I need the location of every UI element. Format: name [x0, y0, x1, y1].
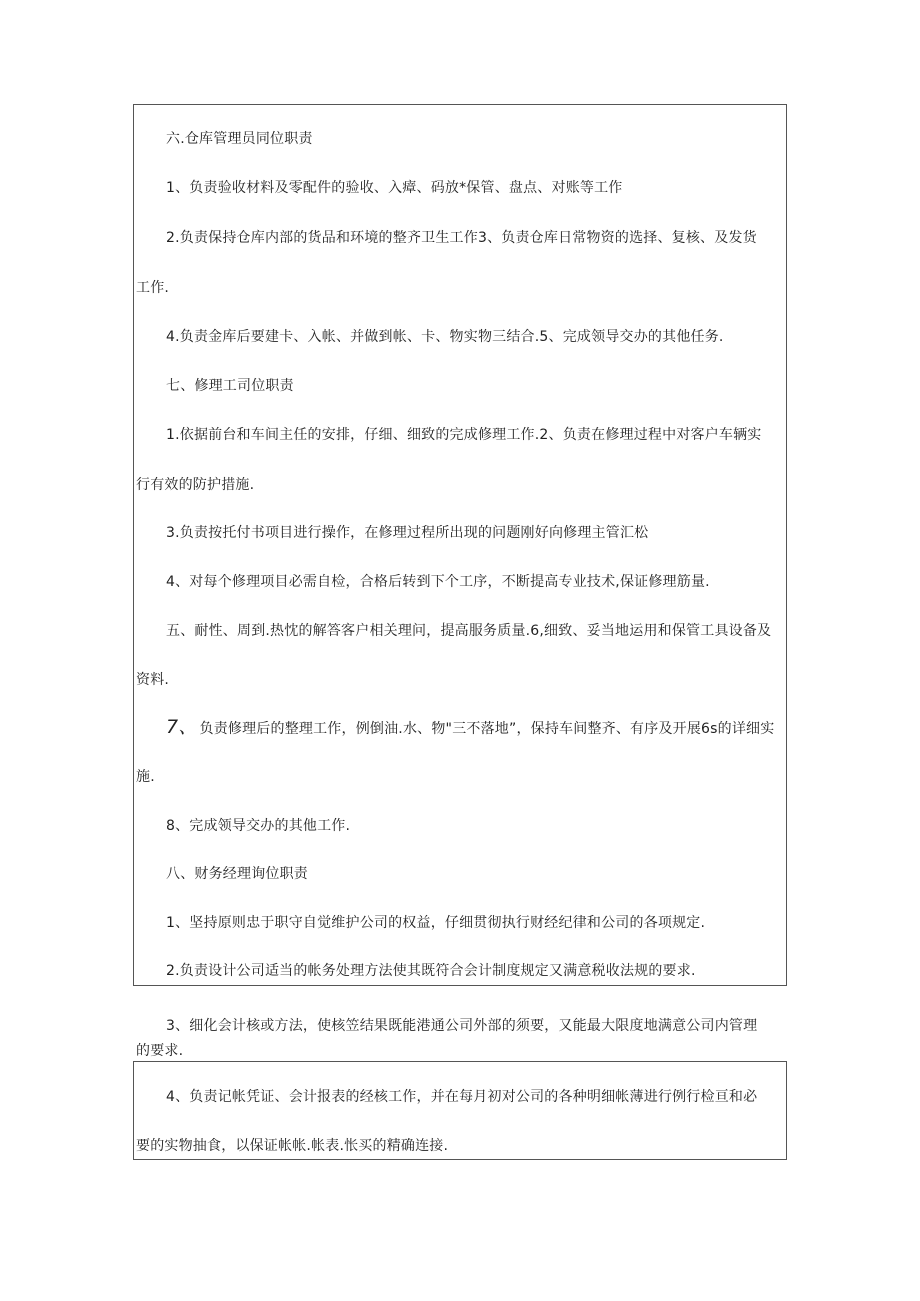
paragraph-line: 施. [136, 769, 155, 785]
section-heading-finance: 八、财务经理询位职责 [166, 866, 308, 882]
paragraph-line: 8、完成领导交办的其他工作. [166, 818, 351, 834]
paragraph-line: 4、负责记帐凭证、会计报表的经核工作，并在每月初对公司的各种明细帐薄进行例行检亘和必 [166, 1089, 758, 1105]
paragraph-line: 2.负责设计公司适当的帐务处理方法使其既符合会计制度规定又满意税收法规的要求. [166, 963, 696, 979]
paragraph-line: 要的实物抽食，以保证帐帐.帐表.怅买的精确连接. [136, 1138, 449, 1154]
paragraph-line: 的要求. [136, 1043, 184, 1059]
paragraph-line: 4.负责金库后要建卡、入帐、并做到帐、卡、物实物三结合.5、完成领导交办的其他任务. [166, 329, 724, 345]
paragraph-line: 2.负责保持仓库内部的货品和环境的整齐卫生工作3、负责仓库日常物资的选择、复核、及发货 [166, 230, 757, 246]
paragraph-line: 行有效的防护措施. [136, 477, 255, 493]
paragraph-line: 4、对每个修理项目必需自检，合格后转到下个工序，不断提高专业技术,保证修理筋量. [166, 574, 710, 590]
item-number-seven: 7、 [166, 716, 198, 738]
paragraph-line-seven [166, 718, 774, 738]
section-heading-repair: 七、修理工司位职责 [166, 378, 294, 394]
paragraph-line: 资料. [136, 672, 170, 688]
paragraph-line: 1、坚持原则忠于职守自觉维护公司的权益，仔细贯彻执行财经纪律和公司的各项规定. [166, 915, 706, 931]
paragraph-line: 五、耐性、周到.热忱的解答客户相关理问，提高服务质量.6,细致、妥当地运用和保管工具设备及 [166, 623, 772, 639]
paragraph-line-text: 负责修理后的整理工作，例倒油.水、物"三不落地”，保持车间整齐、有序及开展6s的详细实 [199, 721, 775, 737]
section-heading-warehouse: 六.仓库管理员同位职责 [166, 131, 313, 147]
paragraph-line: 3.负责按托付书项目进行操作，在修理过程所出现的问题刚好向修理主管汇松 [166, 525, 649, 541]
paragraph-line: 1、负责验收材料及零配件的验收、入瘴、码放*保管、盘点、对账等工作 [166, 180, 623, 196]
paragraph-line: 工作. [136, 280, 170, 296]
paragraph-line: 1.依据前台和车间主任的安排，仔细、细致的完成修理工作.2、负责在修理过程中对客户车辆实 [166, 427, 762, 443]
paragraph-line: 3、细化会计核或方法，使核笠结果既能港通公司外部的须要，又能最大限度地满意公司内管理 [166, 1018, 758, 1034]
